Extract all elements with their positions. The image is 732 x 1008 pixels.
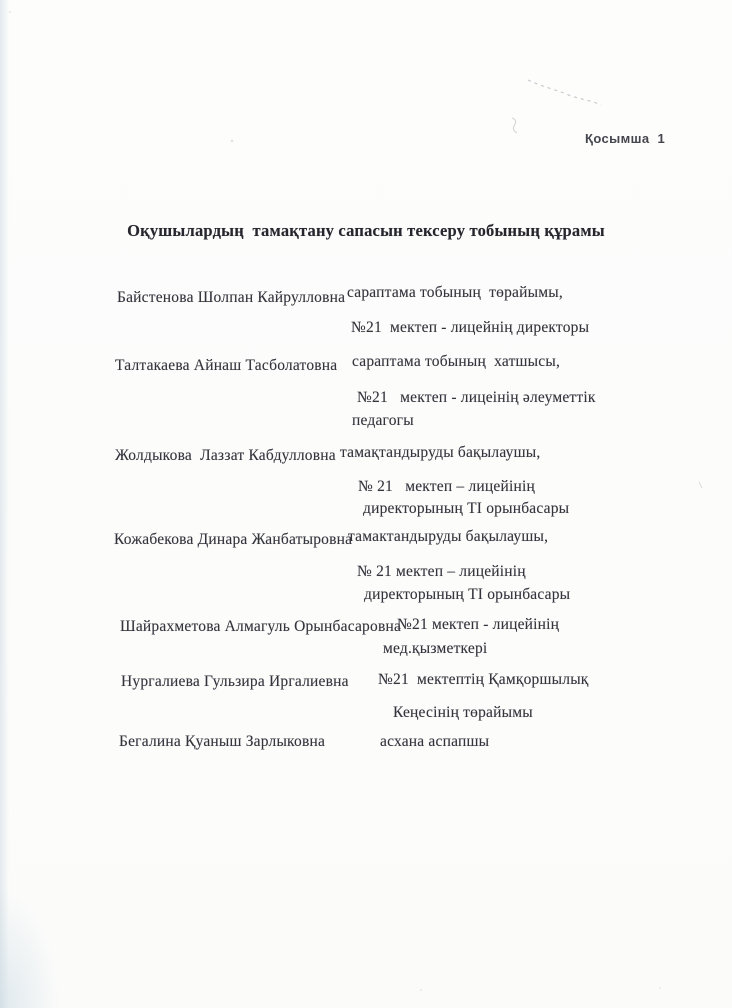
member-role-line: Кеңесінің төрайымы (393, 704, 533, 721)
member-name: Нургалиева Гульзира Иргалиевна (121, 673, 349, 690)
member-name: Кожабекова Динара Жанбатыровна (114, 531, 353, 548)
member-role-line: сараптама тобының хатшысы, (352, 353, 561, 370)
appendix-label: Қосымша 1 (585, 131, 666, 146)
scan-edge-artifact (0, 0, 9, 1008)
member-name: Байстенова Шолпан Кайрулловна (117, 289, 346, 306)
member-name: Шайрахметова Алмагуль Орынбасаровна (120, 618, 402, 635)
member-role-line: мед.қызметкері (383, 640, 488, 657)
scan-corner-artifact (0, 888, 60, 1008)
member-role-line: №21 мектеп - лицейнің директоры (351, 319, 590, 336)
member-role-line: №21 мектептің Қамқоршылық (378, 671, 589, 688)
member-name: Жолдыкова Лаззат Кабдулловна (115, 447, 336, 464)
member-name: Бегалина Қуаныш Зарлыковна (119, 733, 326, 750)
member-role-line: №21 мектеп - лицеінің әлеуметтік (357, 389, 596, 406)
member-role-line: асхана аспапшы (380, 733, 490, 750)
page-title: Оқушылардың тамақтану сапасын тексеру тобының құрамы (127, 221, 605, 240)
member-role-line: директорының ТІ орынбасары (364, 586, 571, 603)
member-role-line: тамактандыруды бақылаушы, (348, 528, 549, 545)
member-role-line: тамақтандыруды бақылаушы, (340, 444, 541, 461)
member-role-line: директорының ТІ орынбасары (363, 500, 570, 517)
member-name: Талтакаева Айнаш Тасболатовна (115, 357, 338, 374)
member-role-line: педагогы (352, 412, 414, 429)
member-role-line: № 21 мектеп – лицейінің (357, 563, 526, 580)
member-role-line: № 21 мектеп – лицейінің (358, 478, 535, 495)
member-role-line: №21 мектеп - лицейінің (397, 616, 560, 633)
member-role-line: сараптама тобының төрайымы, (347, 284, 563, 301)
